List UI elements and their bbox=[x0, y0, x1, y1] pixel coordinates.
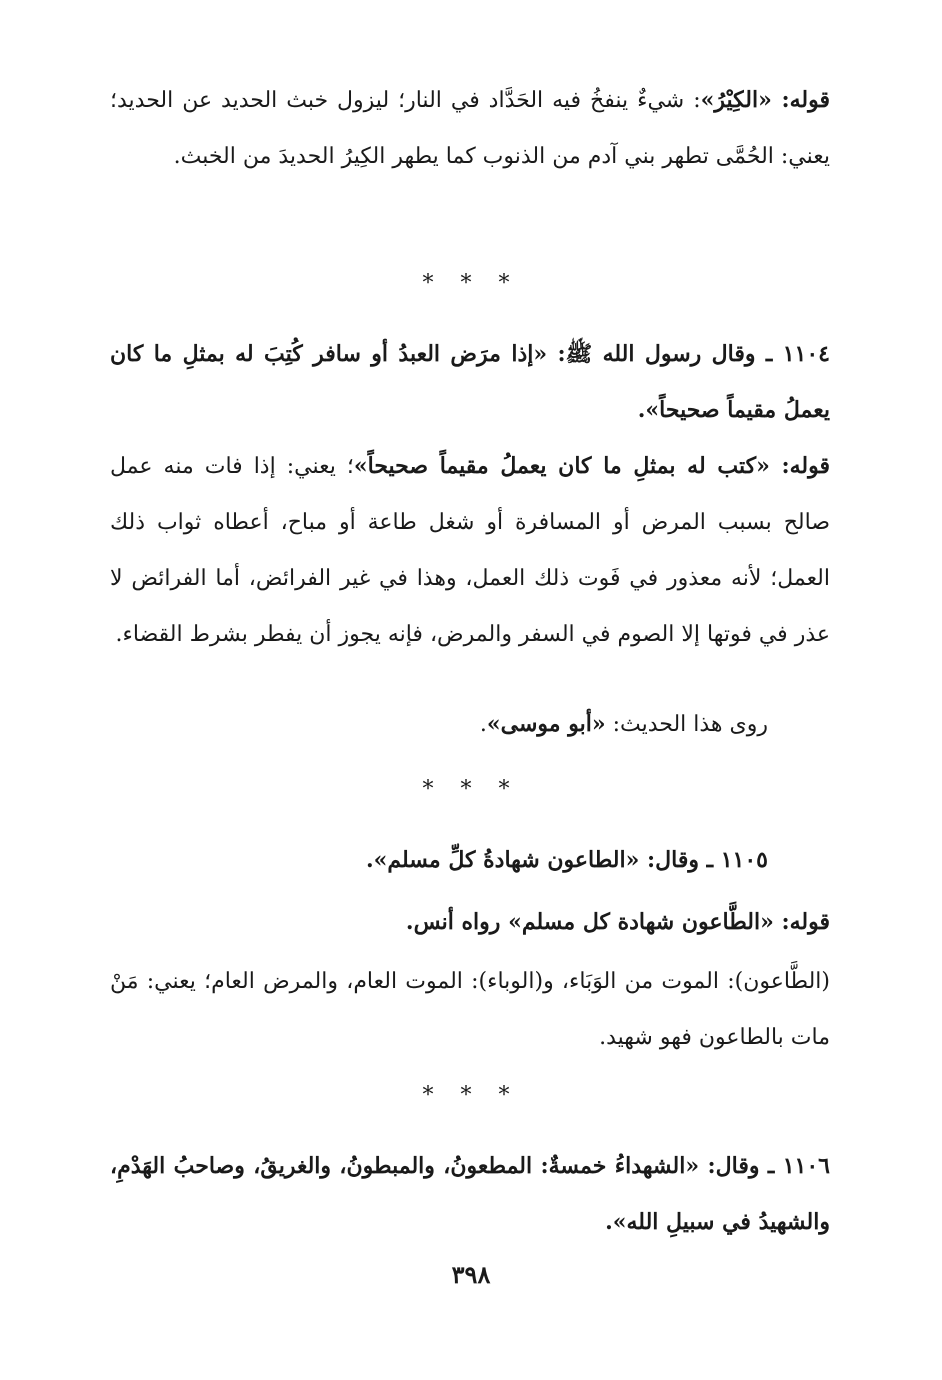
paragraph-text: ؛ يعني: إذا فات منه عمل صالح بسبب المرض أو المسافرة أو شغل طاعة أو مباح، أعطاه ثواب ذلك العمل؛ لأنه معذور في فَوت ذلك العمل، وهذا في غير الفرائض، أما الفرائض لا عذر في فوتها إلا الصوم في السفر والمرض، فإنه يجوز أن يفطر بشرط القضاء. bbox=[110, 454, 830, 647]
hadith-1106: ١١٠٦ ـ وقال: «الشهداءُ خمسةٌ: المطعونُ، والمبطونُ، والغريقُ، وصاحبُ الهَدْمِ، والشهيدُ في سبيلِ الله». bbox=[110, 1153, 830, 1235]
page-number: ٣٩٨ bbox=[451, 1260, 491, 1289]
paragraph-text: : شيءٌ ينفخُ فيه الحَدَّاد في النار؛ ليزول خبث الحديد عن الحديد؛ يعني: الحُمَّى تطهر بني آدم من الذنوب كما يطهر الكِيرُ الحديدَ من الخبث. bbox=[110, 88, 830, 169]
quote-lead: قوله: «كتب له بمثلِ ما كان يعملُ مقيماً صحيحاً» bbox=[353, 453, 831, 479]
section-separator: * * * bbox=[422, 777, 520, 802]
narrator-suffix: . bbox=[479, 712, 487, 737]
section-separator: * * * bbox=[422, 271, 520, 296]
hadith-1104: ١١٠٤ ـ وقال رسول الله ﷺ: «إذا مرَض العبدُ أو سافر كُتِبَ له بمثلِ ما كان يعملُ مقيماً صحيحاً». bbox=[110, 341, 830, 423]
hadith-1105: ١١٠٥ ـ وقال: «الطاعون شهادةُ كلِّ مسلم». bbox=[365, 847, 768, 873]
section-separator: * * * bbox=[422, 1083, 520, 1108]
quote-lead: قوله: «الكِيْرُ» bbox=[700, 87, 830, 113]
paragraph-taun-explanation: (الطَّاعون): الموت من الوَبَاء، و(الوباء): الموت العام، والمرض العام؛ يعني: مَنْ مات بالطاعون فهو شهيد. bbox=[110, 969, 830, 1050]
paragraph-kir-explanation bbox=[110, 72, 830, 185]
quote-1105: قوله: «الطَّاعون شهادة كل مسلم» رواه أنس. bbox=[405, 909, 830, 935]
narrator-name: «أبو موسى» bbox=[486, 711, 606, 737]
paragraph-1104-explanation bbox=[110, 438, 830, 663]
narrator-prefix: روى هذا الحديث: bbox=[605, 712, 768, 737]
narrator-line bbox=[110, 696, 830, 753]
